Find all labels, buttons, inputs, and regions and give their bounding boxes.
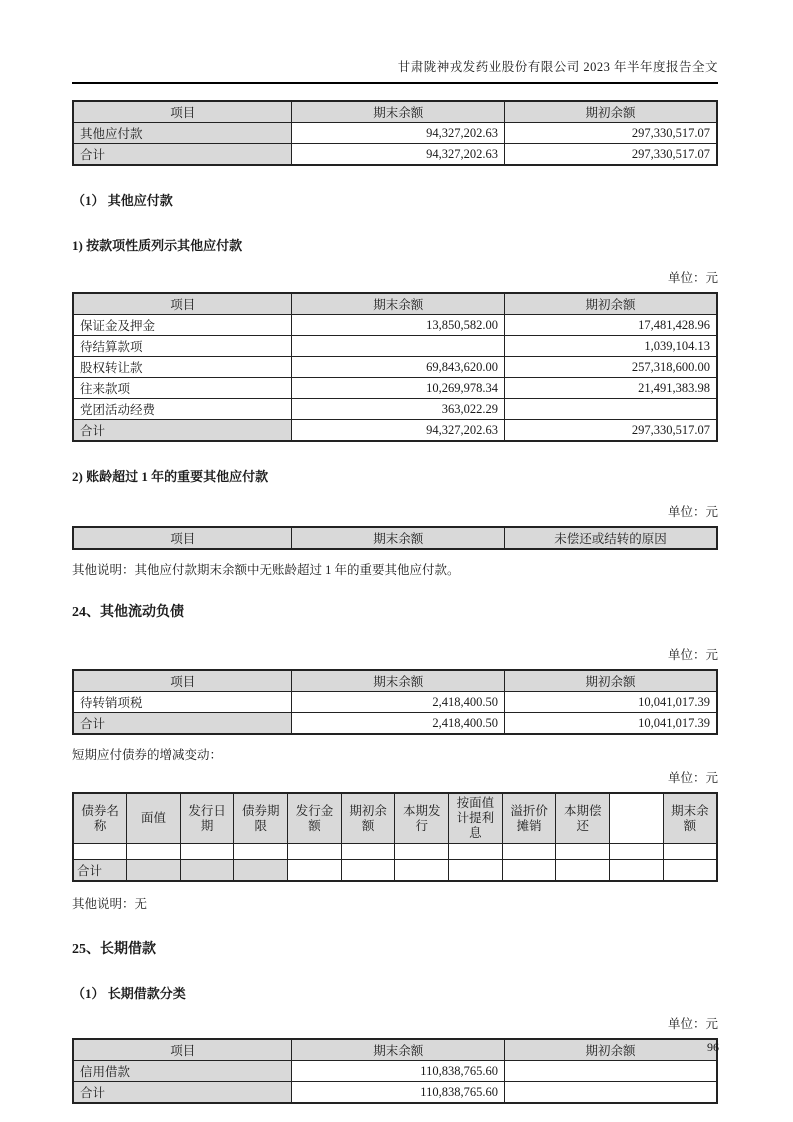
col-header-face-value: 面值 xyxy=(127,793,181,844)
table-row xyxy=(73,692,717,713)
empty-cell xyxy=(610,860,664,882)
beginning-balance-value xyxy=(504,1061,717,1082)
unit-label: 单位：元 xyxy=(667,271,718,285)
row-label: 其他应付款 xyxy=(73,123,292,144)
empty-cell xyxy=(127,860,181,882)
col-header-beginning-balance: 期初余额 xyxy=(504,101,717,123)
col-header-ending-balance: 期末余额 xyxy=(292,101,505,123)
table-header-row xyxy=(73,793,717,844)
unit-label: 单位：元 xyxy=(667,505,718,519)
table-header-row xyxy=(73,101,717,123)
section-heading-25: 25、长期借款 xyxy=(72,942,156,957)
col-header-unpaid-reason: 未偿还或结转的原因 xyxy=(504,527,717,549)
beginning-balance-total: 10,041,017.39 xyxy=(504,713,717,735)
section-heading-by-nature: 1) 按款项性质列示其他应付款 xyxy=(72,238,243,253)
total-label: 合计 xyxy=(73,144,292,166)
row-label: 保证金及押金 xyxy=(73,315,292,336)
row-label: 信用借款 xyxy=(73,1061,292,1082)
empty-cell xyxy=(288,860,342,882)
table-total-row xyxy=(73,860,717,882)
other-current-liabilities-table xyxy=(72,669,718,735)
total-label: 合计 xyxy=(73,1082,292,1104)
table-total-row xyxy=(73,420,717,442)
ending-balance-value: 13,850,582.00 xyxy=(292,315,505,336)
beginning-balance-total: 297,330,517.07 xyxy=(504,144,717,166)
empty-cell xyxy=(73,844,127,860)
empty-cell xyxy=(663,860,717,882)
ending-balance-total: 94,327,202.63 xyxy=(292,144,505,166)
col-header-ending-balance: 期末余额 xyxy=(663,793,717,844)
beginning-balance-value: 297,330,517.07 xyxy=(504,123,717,144)
empty-cell xyxy=(556,844,610,860)
col-header-bond-name: 债券名称 xyxy=(73,793,127,844)
empty-cell xyxy=(180,860,234,882)
by-nature-table xyxy=(72,292,718,442)
table-row-empty xyxy=(73,844,717,860)
empty-cell xyxy=(610,844,664,860)
table-row xyxy=(73,357,717,378)
row-label: 党团活动经费 xyxy=(73,399,292,420)
col-header-issue-amount: 发行金额 xyxy=(288,793,342,844)
col-header-beginning-balance: 期初余额 xyxy=(504,1039,717,1061)
col-header-interest-at-face: 按面值计提利息 xyxy=(449,793,503,844)
ending-balance-value: 69,843,620.00 xyxy=(292,357,505,378)
col-header-beginning-balance: 期初余额 xyxy=(341,793,395,844)
col-header-beginning-balance: 期初余额 xyxy=(504,670,717,692)
beginning-balance-value: 10,041,017.39 xyxy=(504,692,717,713)
other-payables-summary-table xyxy=(72,100,718,166)
section-heading-25-1: （1） 长期借款分类 xyxy=(72,986,186,1001)
row-label: 股权转让款 xyxy=(73,357,292,378)
beginning-balance-value: 21,491,383.98 xyxy=(504,378,717,399)
col-header-issue-date: 发行日期 xyxy=(180,793,234,844)
table-row xyxy=(73,399,717,420)
table-total-row xyxy=(73,1082,717,1104)
ending-balance-value: 363,022.29 xyxy=(292,399,505,420)
col-header-blank xyxy=(610,793,664,844)
aging-note: 其他说明：其他应付款期末余额中无账龄超过 1 年的重要其他应付款。 xyxy=(72,563,460,577)
beginning-balance-total: 297,330,517.07 xyxy=(504,420,717,442)
empty-cell xyxy=(395,844,449,860)
empty-cell xyxy=(234,860,288,882)
table-row xyxy=(73,378,717,399)
table-header-row xyxy=(73,1039,717,1061)
col-header-item: 项目 xyxy=(73,527,292,549)
aging-table xyxy=(72,526,718,550)
page-number: 96 xyxy=(707,1040,719,1054)
col-header-bond-term: 债券期限 xyxy=(234,793,288,844)
col-header-item: 项目 xyxy=(73,1039,292,1061)
empty-cell xyxy=(127,844,181,860)
ending-balance-total: 94,327,202.63 xyxy=(292,420,505,442)
table-row xyxy=(73,1061,717,1082)
col-header-item: 项目 xyxy=(73,293,292,315)
bonds-note: 其他说明：无 xyxy=(72,897,148,911)
empty-cell xyxy=(449,844,503,860)
beginning-balance-value: 17,481,428.96 xyxy=(504,315,717,336)
table-row xyxy=(73,336,717,357)
short-term-bonds-table xyxy=(72,792,718,882)
row-label: 往来款项 xyxy=(73,378,292,399)
col-header-beginning-balance: 期初余额 xyxy=(504,293,717,315)
empty-cell xyxy=(449,860,503,882)
total-label: 合计 xyxy=(73,420,292,442)
empty-cell xyxy=(341,860,395,882)
table-header-row xyxy=(73,527,717,549)
row-label: 待转销项税 xyxy=(73,692,292,713)
empty-cell xyxy=(556,860,610,882)
table-row xyxy=(73,315,717,336)
beginning-balance-value: 257,318,600.00 xyxy=(504,357,717,378)
empty-cell xyxy=(502,860,556,882)
ending-balance-value xyxy=(292,336,505,357)
unit-label: 单位：元 xyxy=(667,771,718,785)
col-header-repaid-this-period: 本期偿还 xyxy=(556,793,610,844)
col-header-item: 项目 xyxy=(73,670,292,692)
ending-balance-value: 94,327,202.63 xyxy=(292,123,505,144)
col-header-issued-this-period: 本期发行 xyxy=(395,793,449,844)
report-header-title: 甘肃陇神戎发药业股份有限公司 2023 年半年度报告全文 xyxy=(72,0,718,84)
empty-cell xyxy=(395,860,449,882)
col-header-premium-amortization: 溢折价摊销 xyxy=(502,793,556,844)
col-header-ending-balance: 期末余额 xyxy=(292,527,505,549)
bonds-caption: 短期应付债券的增减变动： xyxy=(72,748,223,762)
empty-cell xyxy=(341,844,395,860)
beginning-balance-value: 1,039,104.13 xyxy=(504,336,717,357)
ending-balance-total: 2,418,400.50 xyxy=(292,713,505,735)
col-header-ending-balance: 期末余额 xyxy=(292,670,505,692)
section-heading-aging: 2) 账龄超过 1 年的重要其他应付款 xyxy=(72,469,269,484)
empty-cell xyxy=(234,844,288,860)
section-heading-other-payables: （1） 其他应付款 xyxy=(72,193,173,208)
beginning-balance-total xyxy=(504,1082,717,1104)
beginning-balance-value xyxy=(504,399,717,420)
table-header-row xyxy=(73,293,717,315)
empty-cell xyxy=(180,844,234,860)
unit-label: 单位：元 xyxy=(667,1017,718,1031)
ending-balance-value: 2,418,400.50 xyxy=(292,692,505,713)
unit-label: 单位：元 xyxy=(667,648,718,662)
col-header-ending-balance: 期末余额 xyxy=(292,293,505,315)
empty-cell xyxy=(663,844,717,860)
table-total-row xyxy=(73,713,717,735)
empty-cell xyxy=(502,844,556,860)
table-total-row xyxy=(73,144,717,166)
table-header-row xyxy=(73,670,717,692)
empty-cell xyxy=(288,844,342,860)
ending-balance-total: 110,838,765.60 xyxy=(292,1082,505,1104)
ending-balance-value: 10,269,978.34 xyxy=(292,378,505,399)
long-term-loans-table xyxy=(72,1038,718,1104)
ending-balance-value: 110,838,765.60 xyxy=(292,1061,505,1082)
section-heading-24: 24、其他流动负债 xyxy=(72,605,184,620)
col-header-item: 项目 xyxy=(73,101,292,123)
total-label: 合计 xyxy=(73,860,127,882)
row-label: 待结算款项 xyxy=(73,336,292,357)
col-header-ending-balance: 期末余额 xyxy=(292,1039,505,1061)
total-label: 合计 xyxy=(73,713,292,735)
table-row xyxy=(73,123,717,144)
